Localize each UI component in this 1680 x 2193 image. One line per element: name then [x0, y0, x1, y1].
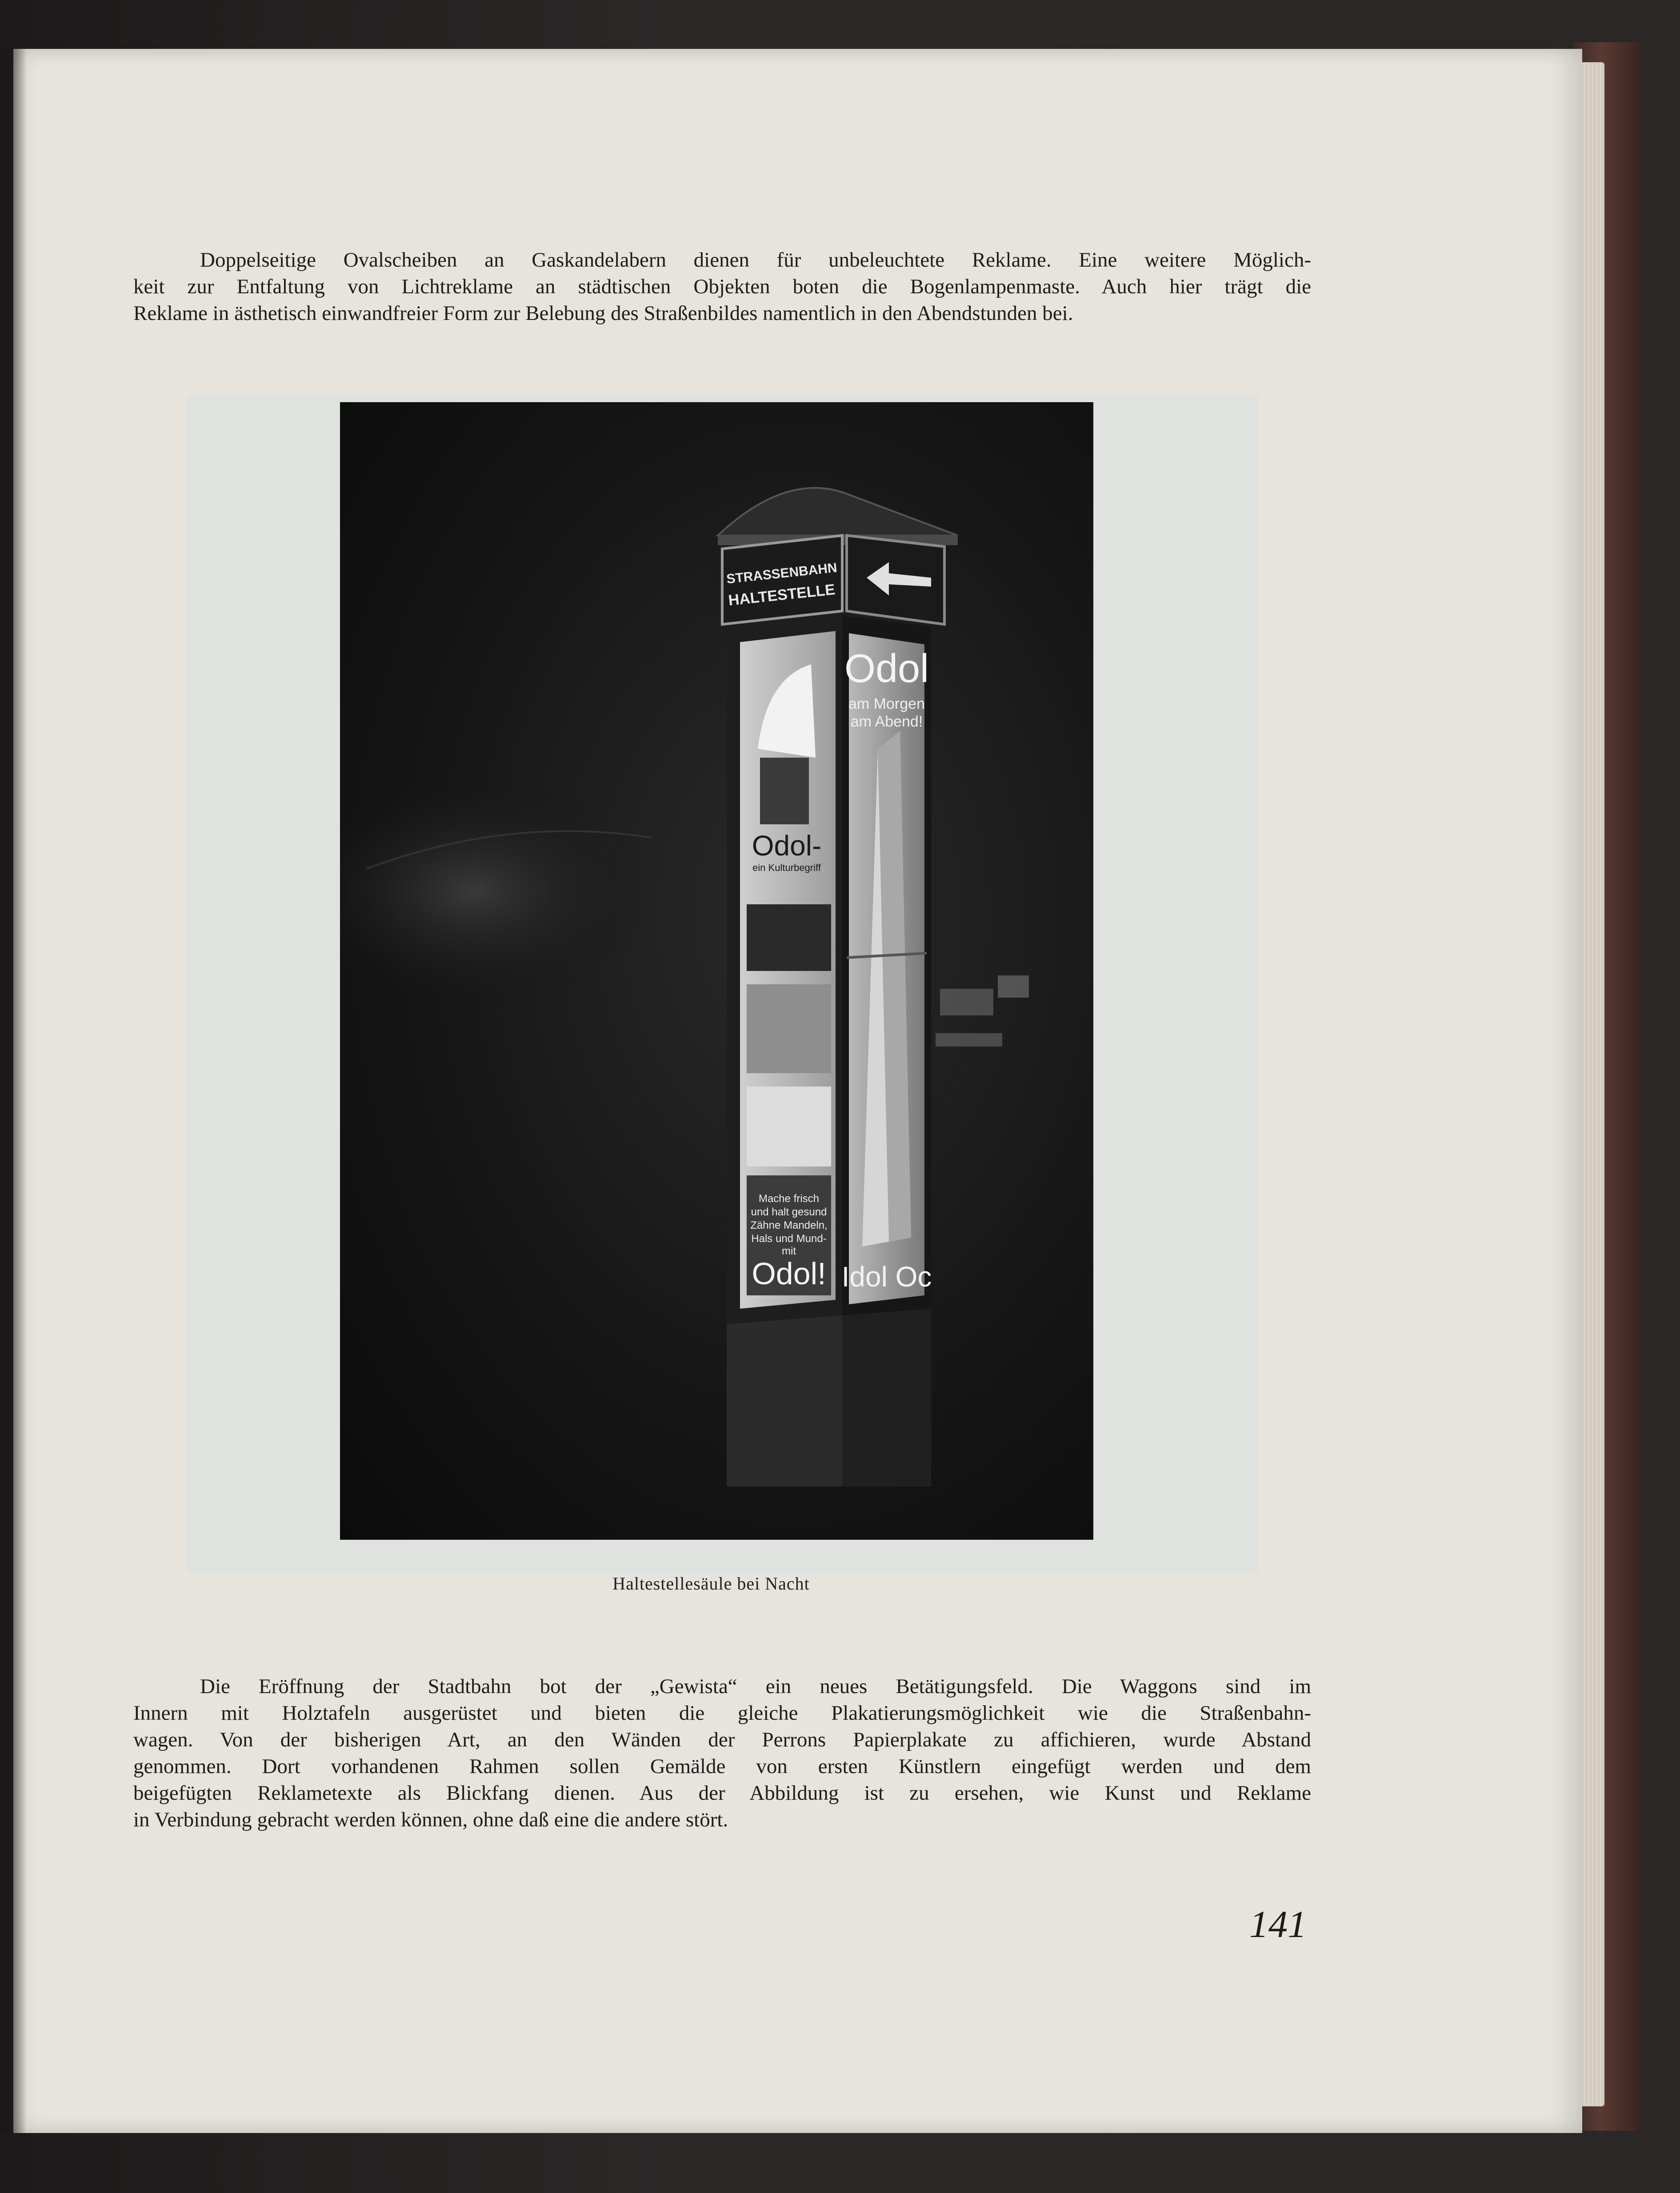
night-photo	[340, 402, 1093, 1540]
body-line: Innern mit Holztafeln ausgerüstet und bieten die gleiche Plakatierungsmöglichkeit wie die Straßenbahn-	[133, 1702, 1311, 1725]
body-line: in Verbindung gebracht werden können, ohne daß eine die andere stört.	[133, 1808, 728, 1831]
poster-bottle	[760, 758, 809, 824]
distant-light	[940, 989, 993, 1015]
poster-subtitle: ein Kulturbegriff	[752, 862, 821, 873]
poster-panel	[747, 1087, 831, 1166]
poster-brand: Odol-	[752, 830, 822, 862]
column-base-left	[727, 1315, 842, 1486]
distant-light	[998, 975, 1029, 998]
right-poster-slogan: am Abend!	[850, 713, 923, 730]
right-poster-brand: Odol	[844, 647, 929, 691]
body-paragraph	[133, 1673, 1311, 1833]
intro-paragraph	[133, 247, 1311, 327]
poster-line: Zähne Mandeln,	[750, 1219, 828, 1231]
distant-light	[936, 1033, 1002, 1047]
column-dome	[718, 488, 958, 535]
body-line: wagen. Von der bisherigen Art, an den Wänden der Perrons Papierplakate zu affichieren, wurde Abstand	[133, 1728, 1311, 1751]
intro-line: Reklame in ästhetisch einwandfreier Form zur Belebung des Straßenbildes namentlich in den Abendstunden bei.	[133, 302, 1073, 325]
right-poster-slogan: am Morgen	[848, 695, 925, 712]
sign-line-2: HALTESTELLE	[727, 581, 836, 609]
body-line: genommen. Dort vorhandenen Rahmen sollen Gemälde von ersten Künstlern eingefügt werden und dem	[133, 1755, 1311, 1778]
background-haze	[340, 775, 660, 1007]
poster-line: und halt gesund	[751, 1206, 827, 1218]
column-base-right	[842, 1309, 931, 1486]
poster-line: mit	[782, 1245, 796, 1257]
page-number: 141	[1249, 1903, 1307, 1945]
photo-caption: Haltestellesäule bei Nacht	[612, 1574, 810, 1594]
intro-line: Doppelseitige Ovalscheiben an Gaskandelabern dienen für unbeleuchtete Reklame. Eine weitere Möglich-	[200, 248, 1311, 272]
intro-line: keit zur Entfaltung von Lichtreklame an städtischen Objekten boten die Bogenlampenmaste. Auch hier trägt die	[133, 275, 1311, 298]
body-line: beigefügten Reklametexte als Blickfang dienen. Aus der Abbildung ist zu ersehen, wie Kunst und Reklame	[133, 1782, 1311, 1805]
poster-panel	[747, 984, 831, 1073]
advertising-column-illustration	[340, 402, 1093, 1540]
body-line: Die Eröffnung der Stadtbahn bot der „Gewista“ ein neues Betätigungsfeld. Die Waggons sind im	[200, 1675, 1311, 1698]
binding-shadow	[0, 49, 27, 2133]
right-poster-bottom: Idol Oc	[841, 1261, 932, 1293]
poster-band	[747, 904, 831, 971]
poster-line: Hals und Mund-	[751, 1233, 827, 1245]
poster-brand-lower: Odol!	[752, 1256, 826, 1291]
sign-line-1: STRASSENBAHN	[725, 560, 838, 587]
poster-line: Mache frisch	[758, 1193, 820, 1205]
